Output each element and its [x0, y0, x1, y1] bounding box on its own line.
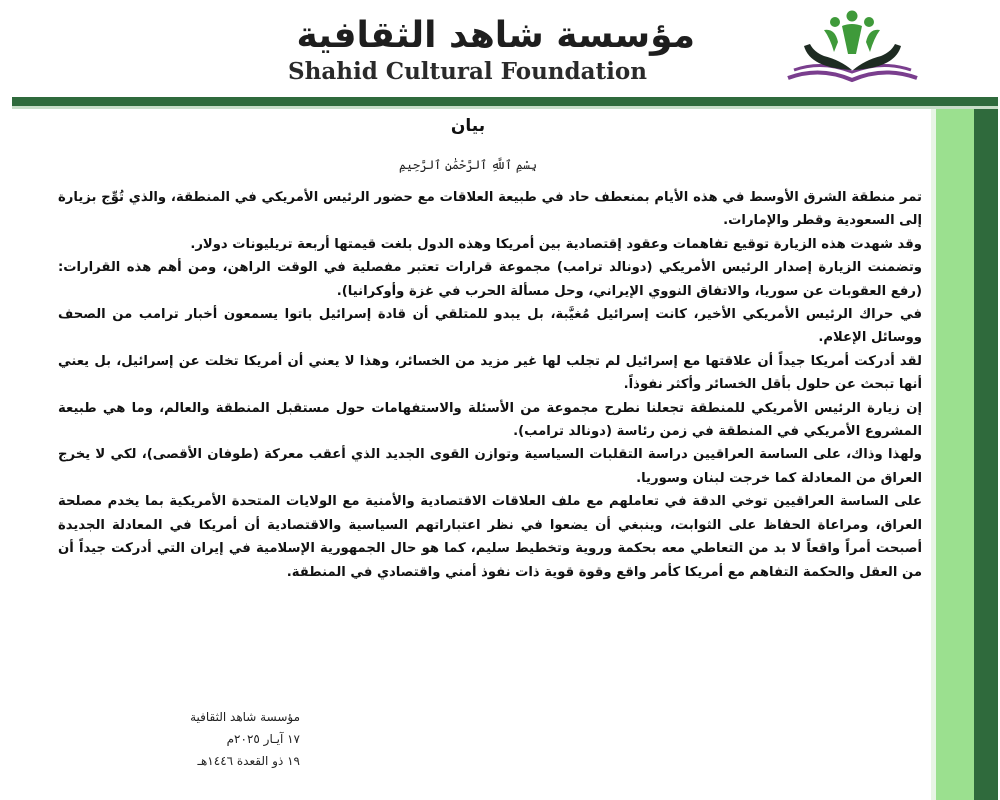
signature-block — [70, 706, 300, 772]
side-border-light — [936, 109, 974, 800]
paragraph: في حراك الرئيس الأمريكي الأخير، كانت إسرائيل مُغيَّبة، بل يبدو للمتلقي أن قادة إسرائيل باتوا يسمعون أخبار ترامب من الصحف ووسائل الإعلام. — [58, 307, 922, 346]
org-name-english: Shahid Cultural Foundation — [288, 58, 647, 85]
header-divider-highlight — [12, 106, 998, 109]
statement-body — [58, 186, 922, 584]
paragraph: وتضمنت الزيارة إصدار الرئيس الأمريكي (دونالد ترامب) مجموعة قرارات تعتبر مفصلية في الوقت الراهن، ومن أهم هذه القرارات: (رفع العقوبات عن سوريا، والاتفاق النووي الإيراني، وحل مسألة الحرب في غزة وأوكرانيا). — [58, 260, 922, 299]
header-divider-band — [12, 97, 998, 106]
paragraph: على الساسة العراقيين توخي الدقة في تعاملهم مع ملف العلاقات الاقتصادية والأمنية مع الولايات المتحدة الأمريكية بما يخدم مصلحة العراق، ومراعاة الحفاظ على الثوابت، وينبغي أن يضعوا في نظر اعتباراتهم السياسية والاقتصادية أن أمريكا في المعادلة الجديدة أصبحت أمراً واقعاً لا بد من التعاطي معه بحكمة وروية وتخطيط سليم، كما هو حال الجمهورية الإسلامية في إيران التي أدركت جيداً أن من العقل والحكمة التفاهم مع أمريكا كأمر واقع وقوة قوية ذات نفوذ أمني واقتصادي في المنطقة. — [58, 494, 922, 580]
signature-date-hijri: ١٩ ذو القعدة ١٤٤٦هـ — [197, 754, 300, 768]
signature-org: مؤسسة شاهد الثقافية — [190, 710, 300, 724]
paragraph: لقد أدركت أمريكا جيداً أن علاقتها مع إسرائيل لم تجلب لها غير مزيد من الخسائر، وهذا لا يعني أن أمريكا تخلت عن إسرائيل، بل يعني أنها تبحث عن حلول بأقل الخسائر وأكثر نفوذاً. — [58, 353, 922, 393]
org-name-arabic: مؤسسة شاهد الثقافية — [296, 15, 695, 56]
letterhead — [0, 0, 1000, 96]
paragraph: وقد شهدت هذه الزيارة توقيع تفاهمات وعقود إقتصادية بين أمريكا وهذه الدول بلغت قيمتها أربعة تريليونات دولار. — [190, 236, 922, 252]
paragraph: ولهذا وذاك، على الساسة العراقيين دراسة التقلبات السياسية وتوازن القوى الجديد الذي أعقب معركة (طوفان الأقصى)، لكي لا يخرج العراق من المعادلة كما خرجت لبنان وسوريا. — [58, 447, 922, 486]
statement-title: بيان — [450, 116, 486, 136]
signature-date-gregorian: ١٧ آيـار ٢٠٢٥م — [226, 732, 300, 746]
basmala: بِسْمِ ٱللَّهِ ٱلرَّحْمَٰنِ ٱلرَّحِيمِ — [398, 158, 537, 172]
paragraph: إن زيارة الرئيس الأمريكي للمنطقة تجعلنا نطرح مجموعة من الأسئلة والاستفهامات حول مستقبل المنطقة والعالم، وما هي طبيعة المشروع الأمريكي في المنطقة في زمن رئاسة (دونالد ترامب). — [58, 400, 922, 440]
book-hands-logo-icon — [780, 8, 925, 88]
paragraph: تمر منطقة الشرق الأوسط في هذه الأيام بمنعطف حاد في طبيعة العلاقات مع حضور الرئيس الأمريكي في المنطقة، والذي تُوِّج بزيارة إلى السعودية وقطر والإمارات. — [58, 190, 922, 229]
side-border-dark — [974, 109, 998, 800]
